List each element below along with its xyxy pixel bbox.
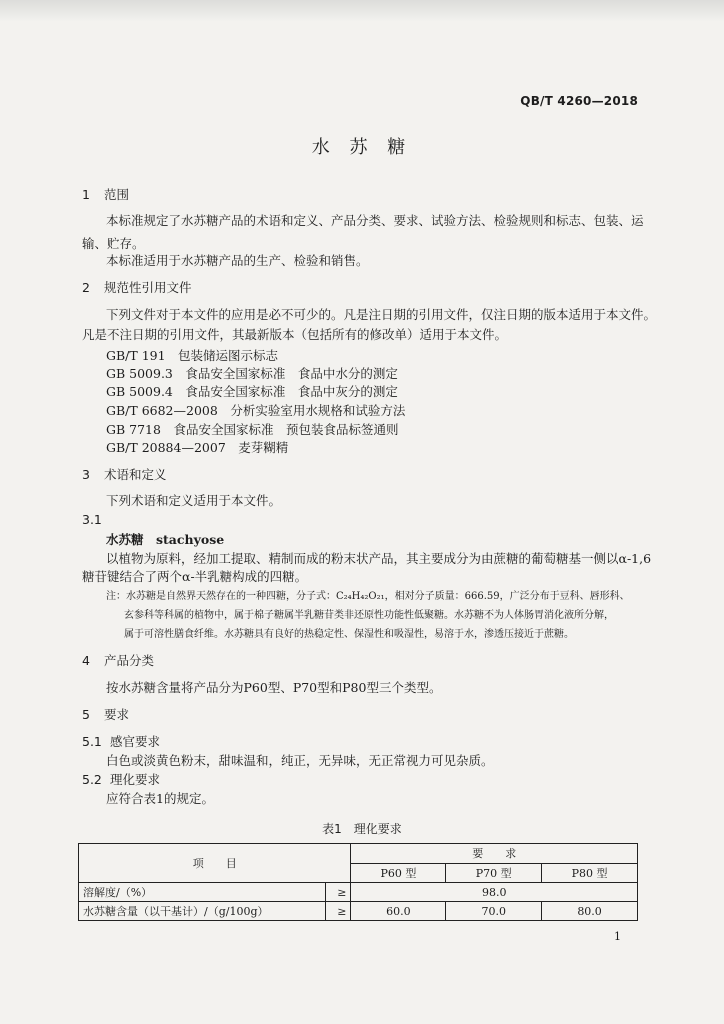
table-row bbox=[79, 883, 638, 902]
table-row bbox=[79, 902, 638, 921]
reference-item: GB/T 20884—2007 麦芽糊精 bbox=[106, 440, 289, 455]
column-header-requirement: 要 求 bbox=[351, 844, 638, 864]
section-1-heading bbox=[82, 185, 129, 203]
subsection-title: 感官要求 bbox=[110, 734, 161, 749]
section-3-heading bbox=[82, 465, 167, 483]
subsection-title: 理化要求 bbox=[110, 772, 161, 787]
note-line: 注：水苏糖是自然界天然存在的一种四糖，分子式：C₂₄H₄₂O₂₁，相对分子质量：666.59，广泛分布于豆科、唇形科、 bbox=[106, 591, 630, 602]
reference-item: GB/T 6682—2008 分析实验室用水规格和试验方法 bbox=[106, 403, 406, 418]
table-cell: 70.0 bbox=[446, 902, 542, 921]
section-title: 规范性引用文件 bbox=[104, 280, 192, 295]
page-number: 1 bbox=[614, 930, 621, 943]
table-cell: 80.0 bbox=[542, 902, 638, 921]
reference-item: GB 5009.3 食品安全国家标准 食品中水分的测定 bbox=[106, 366, 398, 381]
section-title: 术语和定义 bbox=[104, 467, 167, 482]
section-title: 产品分类 bbox=[104, 653, 155, 668]
column-header-type: P80 型 bbox=[542, 863, 638, 883]
definition-line: 以植物为原料，经加工提取、精制而成的粉末状产品，其主要成分为由蔗糖的葡萄糖基一侧以α-1,6 bbox=[106, 551, 652, 566]
section-number: 5 bbox=[82, 707, 90, 722]
section-5-heading bbox=[82, 705, 129, 723]
row-operator: ≥ bbox=[325, 902, 351, 921]
document-title: 水 苏 糖 bbox=[311, 137, 413, 158]
reference-item: GB 5009.4 食品安全国家标准 食品中灰分的测定 bbox=[106, 384, 398, 399]
paragraph-line: 本标准适用于水苏糖产品的生产、检验和销售。 bbox=[106, 253, 369, 268]
subsection-5-1-heading bbox=[82, 732, 160, 750]
row-operator: ≥ bbox=[325, 883, 351, 902]
paragraph-line: 白色或淡黄色粉末，甜味温和，纯正，无异味，无正常视力可见杂质。 bbox=[106, 753, 494, 768]
paragraph-line: 按水苏糖含量将产品分为P60型、P70型和P80型三个类型。 bbox=[106, 680, 442, 695]
subsection-5-2-heading bbox=[82, 770, 160, 788]
definition-line: 糖苷键结合了两个α-半乳糖构成的四糖。 bbox=[82, 569, 308, 584]
reference-item: GB 7718 食品安全国家标准 预包装食品标签通则 bbox=[106, 422, 399, 437]
section-2-heading bbox=[82, 278, 192, 296]
paragraph-line: 本标准规定了水苏糖产品的术语和定义、产品分类、要求、试验方法、检验规则和标志、包装、运 bbox=[106, 213, 644, 228]
paragraph-line: 输、贮存。 bbox=[82, 236, 145, 251]
section-number: 1 bbox=[82, 187, 90, 202]
section-4-heading bbox=[82, 651, 154, 669]
scan-top-shadow bbox=[0, 0, 724, 22]
section-number: 4 bbox=[82, 653, 90, 668]
section-title: 范围 bbox=[104, 187, 130, 202]
subsection-number: 5.2 bbox=[82, 772, 102, 787]
note-line: 属于可溶性膳食纤维。水苏糖具有良好的热稳定性、保湿性和吸湿性，易溶于水，渗透压接近于蔗糖。 bbox=[124, 629, 574, 640]
table-cell: 60.0 bbox=[351, 902, 446, 921]
row-label: 溶解度/（%） bbox=[79, 883, 326, 902]
section-number: 3 bbox=[82, 467, 90, 482]
table-cell: 98.0 bbox=[351, 883, 638, 902]
paragraph-line: 凡是不注日期的引用文件，其最新版本（包括所有的修改单）适用于本文件。 bbox=[82, 327, 508, 342]
subsection-number: 3.1 bbox=[82, 512, 102, 527]
column-header-type: P60 型 bbox=[351, 863, 446, 883]
column-header-type: P70 型 bbox=[446, 863, 542, 883]
table-caption: 表1 理化要求 bbox=[322, 822, 402, 836]
row-label: 水苏糖含量（以干基计）/（g/100g） bbox=[79, 902, 326, 921]
section-title: 要求 bbox=[104, 707, 130, 722]
note-line: 玄参科等科属的植物中，属于棉子糖属半乳糖苷类非还原性功能性低聚糖。水苏糖不为人体肠胃消化液所分解， bbox=[124, 610, 614, 621]
paragraph-line: 应符合表1的规定。 bbox=[106, 791, 214, 806]
term-heading: 水苏糖 stachyose bbox=[106, 532, 225, 547]
standard-number: QB/T 4260—2018 bbox=[520, 94, 638, 108]
column-header-item: 项 目 bbox=[79, 844, 351, 883]
table-header-row bbox=[79, 844, 638, 864]
paragraph-line: 下列术语和定义适用于本文件。 bbox=[106, 493, 282, 508]
section-number: 2 bbox=[82, 280, 90, 295]
requirements-table bbox=[78, 843, 638, 921]
reference-item: GB/T 191 包装储运图示标志 bbox=[106, 348, 279, 363]
paragraph-line: 下列文件对于本文件的应用是必不可少的。凡是注日期的引用文件，仅注日期的版本适用于本文件。 bbox=[106, 307, 657, 322]
subsection-number: 5.1 bbox=[82, 734, 102, 749]
